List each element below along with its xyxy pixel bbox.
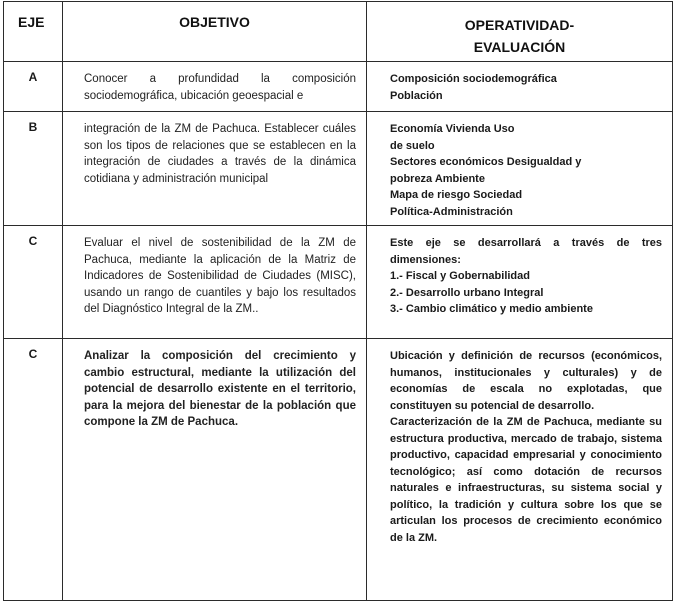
header-operatividad [367, 2, 673, 62]
operatividad-line: Política-Administración [390, 205, 513, 218]
operatividad-line: 1.- Fiscal y Gobernabilidad [390, 270, 530, 282]
objetivo-cell: Analizar la composición del crecimiento y cambio estructural, mediante la utilización del potencial de desarrollo existente en el territorio, para la mejora del bienestar de la población que compone la ZM de Pachuca. [63, 339, 367, 601]
operatividad-paragraph-2: Caracterización de la ZM de Pachuca, mediante su estructura productiva, mercado de trabajo, sistema productivo, capacidad empresarial y conocimiento tecnológico; así como dotación de recursos naturales e infraestructuras, su sistema social y político, la tradición y cultura sobre los que se articulan los procesos de crecimiento económico de la ZM. [390, 416, 662, 544]
operatividad-intro: Este eje se desarrollará a través de tres dimensiones: [390, 237, 662, 266]
header-operatividad-line-2: EVALUACIÓN [473, 39, 566, 55]
eje-cell: B [4, 112, 63, 226]
operatividad-paragraph-1: Ubicación y definición de recursos (económicos, humanos, institucionales y culturales) y de economías de escala no explotadas, que constituyen su potencial de desarrollo. [390, 350, 662, 412]
operatividad-cell [367, 112, 673, 226]
operatividad-line: de suelo [390, 139, 435, 152]
header-eje: EJE [4, 2, 63, 62]
operatividad-line: Sectores económicos Desigualdad y [390, 156, 582, 168]
table-row [4, 62, 673, 112]
table-row [4, 339, 673, 601]
table-row [4, 112, 673, 226]
eje-cell: A [4, 62, 63, 112]
objetivo-cell: Evaluar el nivel de sostenibilidad de la ZM de Pachuca, mediante la aplicación de la Matriz de Indicadores de Sostenibilidad de Ciudades (MISC), usando un rango de cuantiles y bajo los resultados del Diagnóstico Integral de la ZM.. [63, 226, 367, 339]
operatividad-line: Población [390, 89, 443, 102]
objetivo-cell: integración de la ZM de Pachuca. Establecer cuáles son los tipos de relaciones que se establecen en la integración de ciudades a través de la dinámica cotidiana y administración municipal [63, 112, 367, 226]
operatividad-line: 3.- Cambio climático y medio ambiente [390, 303, 593, 315]
operatividad-line: Composición sociodemográfica [390, 73, 557, 85]
operatividad-line: Mapa de riesgo Sociedad [390, 189, 523, 201]
operatividad-cell [367, 62, 673, 112]
header-row [4, 2, 673, 62]
operatividad-line: 2.- Desarrollo urbano Integral [390, 286, 544, 299]
header-objetivo: OBJETIVO [63, 2, 367, 62]
operatividad-cell [367, 226, 673, 339]
objetivo-cell: Conocer a profundidad la composición sociodemográfica, ubicación geoespacial e [63, 62, 367, 112]
objectives-table [3, 1, 673, 601]
operatividad-cell [367, 339, 673, 601]
operatividad-line: pobreza Ambiente [390, 172, 485, 185]
eje-cell: C [4, 226, 63, 339]
header-operatividad-line-1: OPERATIVIDAD- [464, 17, 575, 33]
eje-cell: C [4, 339, 63, 601]
operatividad-line: Economía Vivienda Uso [390, 123, 515, 135]
table-row [4, 226, 673, 339]
